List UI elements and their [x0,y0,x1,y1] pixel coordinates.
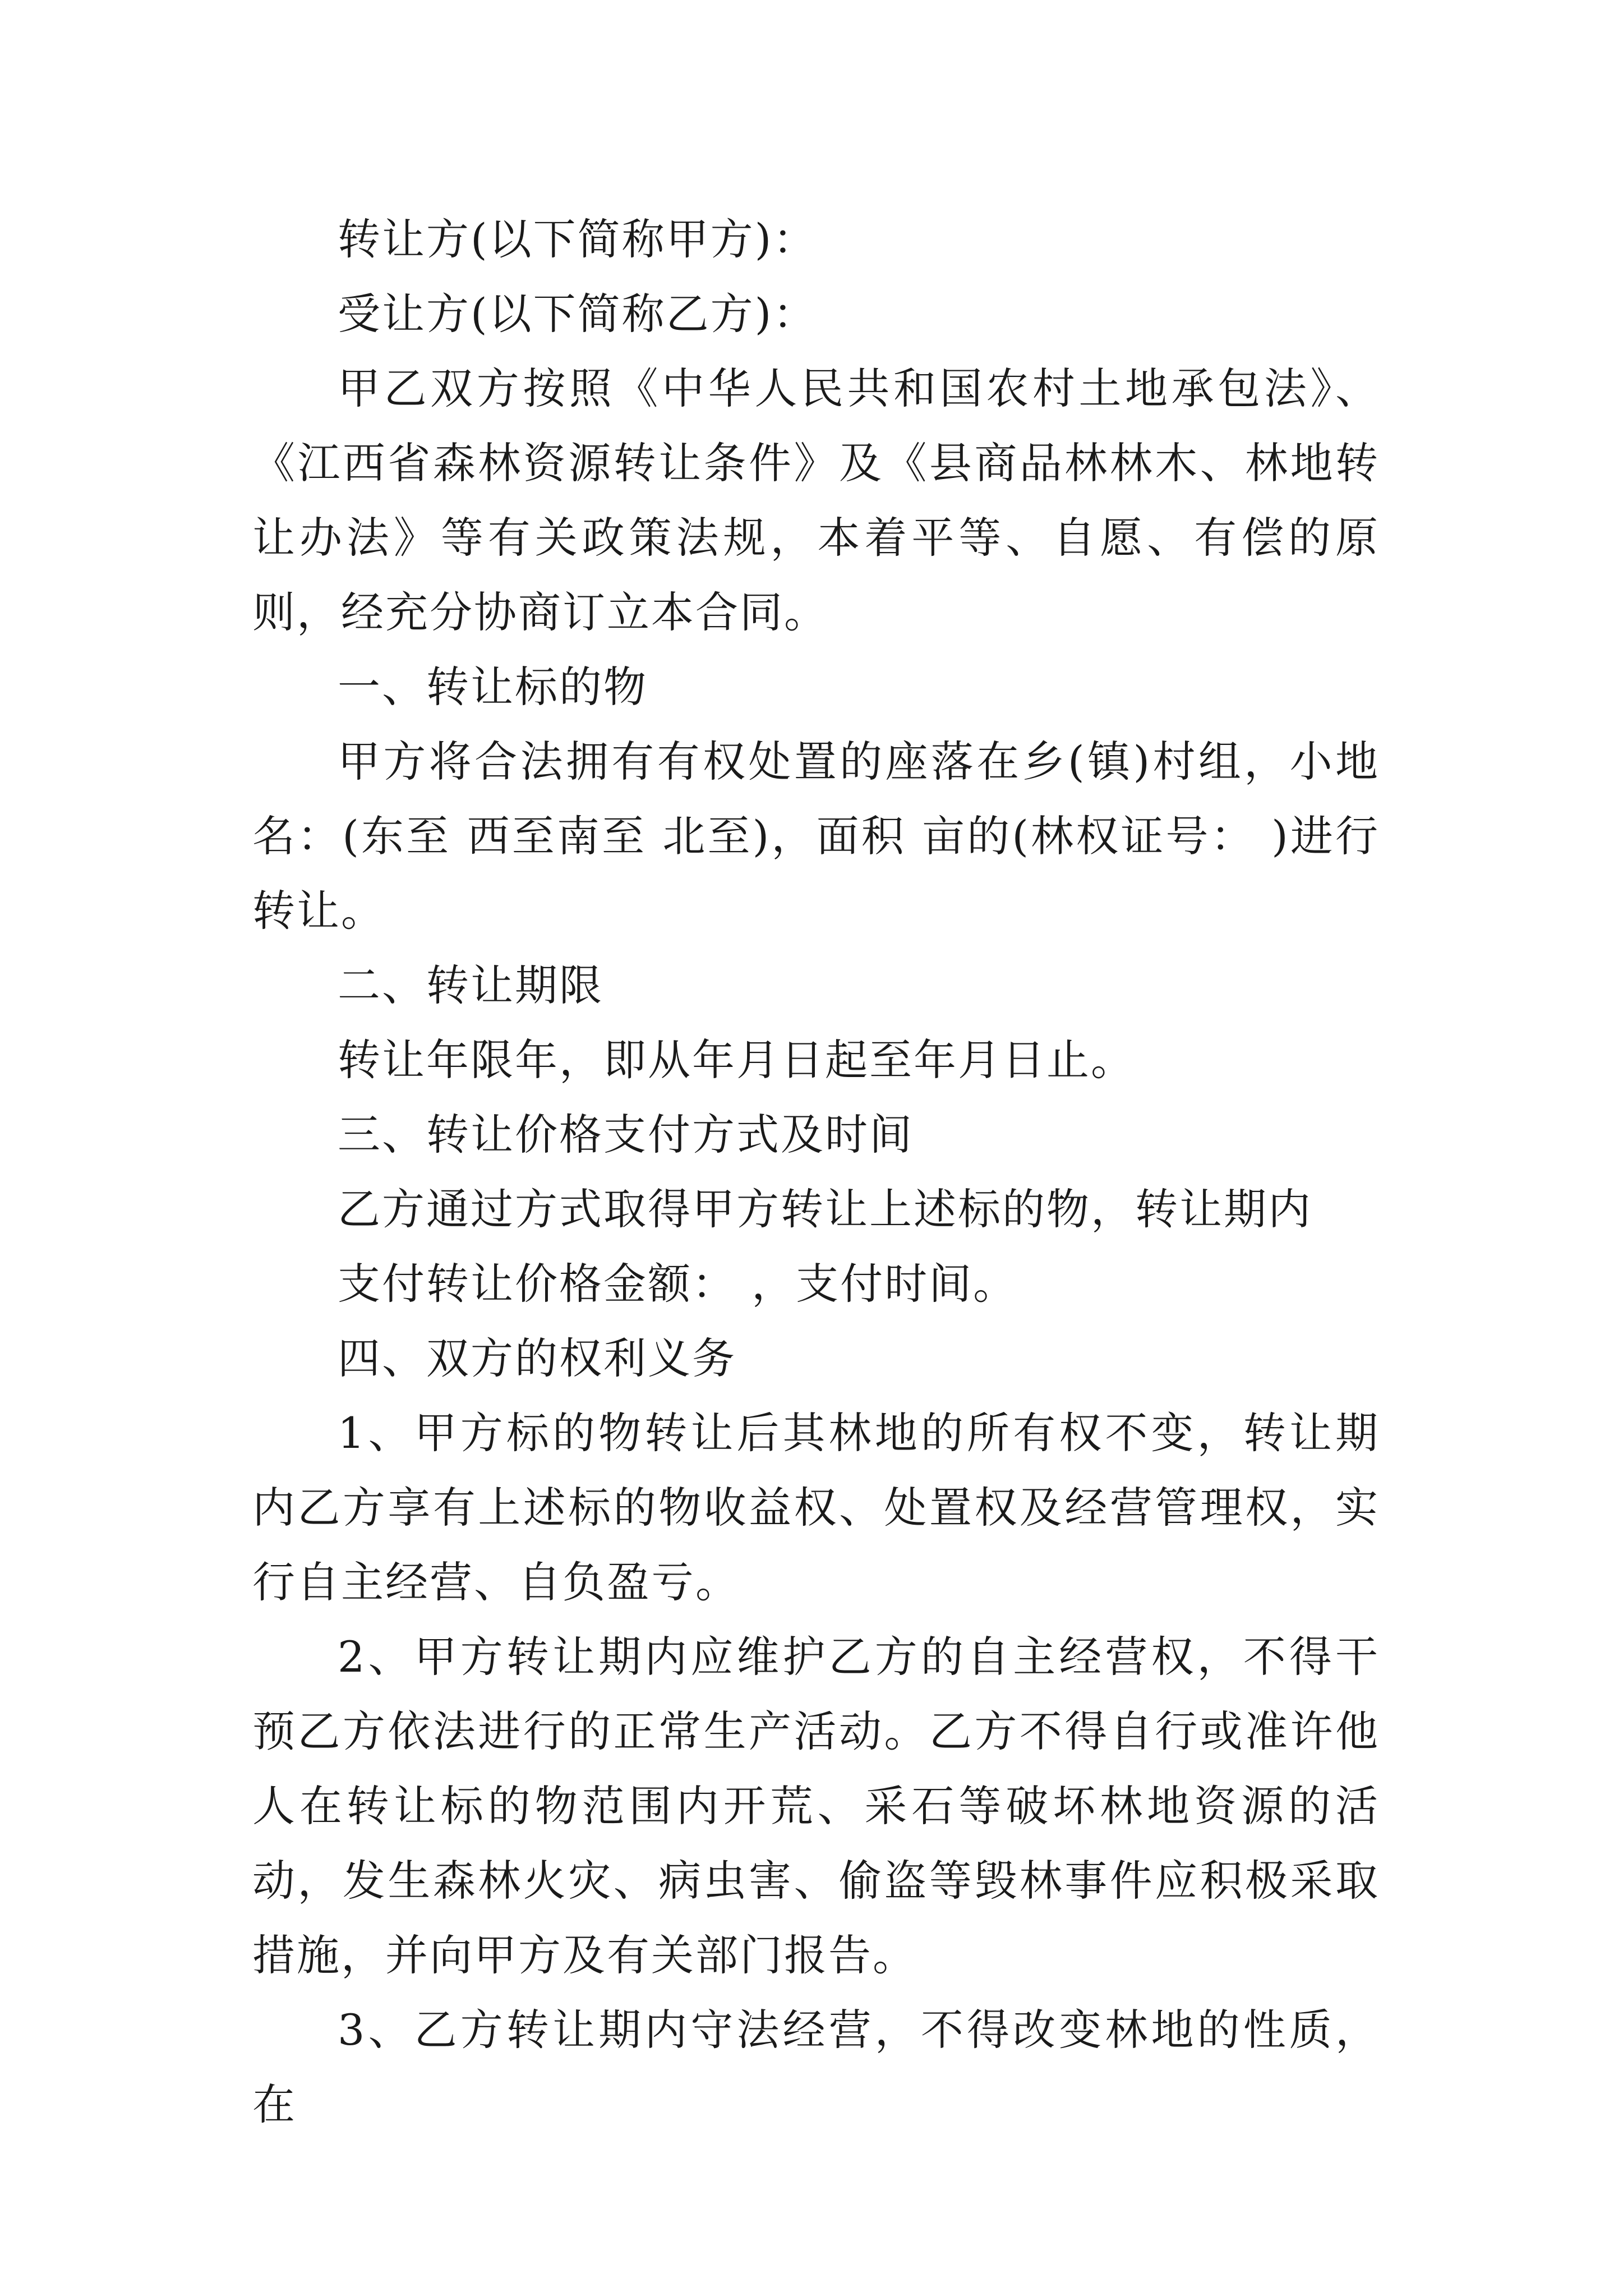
price-paragraph-1: 乙方通过方式取得甲方转让上述标的物，转让期内 [338,1184,1312,1234]
transferor-line: 转让方(以下简称甲方)： [338,214,818,264]
term-paragraph: 转让年限年，即从年月日起至年月日止。 [338,1035,1135,1085]
subject-paragraph: 甲方将合法拥有有权处置的座落在乡(镇)村组，小地名：(东至 西至南至 北至)，面积 亩的(林权证号： )进行转让。 [252,737,1380,936]
transferee-line: 受让方(以下简称乙方)： [338,289,818,339]
section-heading-subject: 一、转让标的物 [338,662,648,712]
section-heading-term: 二、转让期限 [338,960,603,1010]
preamble-paragraph: 甲乙双方按照《中华人民共和国农村土地承包法》、《江西省森林资源转让条件》及《县商品林林木、林地转让办法》等有关政策法规，本着平等、自愿、有偿的原则，经充分协商订立本合同。 [252,364,1380,637]
rights-clause-1: 1、甲方标的物转让后其林地的所有权不变，转让期内乙方享有上述标的物收益权、处置权及经营管理权，实行自主经营、自负盈亏。 [252,1408,1380,1607]
rights-clause-3: 3、乙方转让期内守法经营，不得改变林地的性质，在 [252,2005,1380,2129]
rights-clause-2: 2、甲方转让期内应维护乙方的自主经营权，不得干预乙方依法进行的正常生产活动。乙方不得自行或准许他人在转让标的物范围内开荒、采石等破坏林地资源的活动，发生森林火灾、病虫害、偷盗等毁林事件应积极采取措施，并向甲方及有关部门报告。 [252,1632,1380,1980]
document-body [252,202,1380,2142]
section-heading-price: 三、转让价格支付方式及时间 [338,1110,914,1159]
price-paragraph-2: 支付转让价格金额： ，支付时间。 [338,1259,1018,1309]
section-heading-rights: 四、双方的权利义务 [338,1333,736,1383]
